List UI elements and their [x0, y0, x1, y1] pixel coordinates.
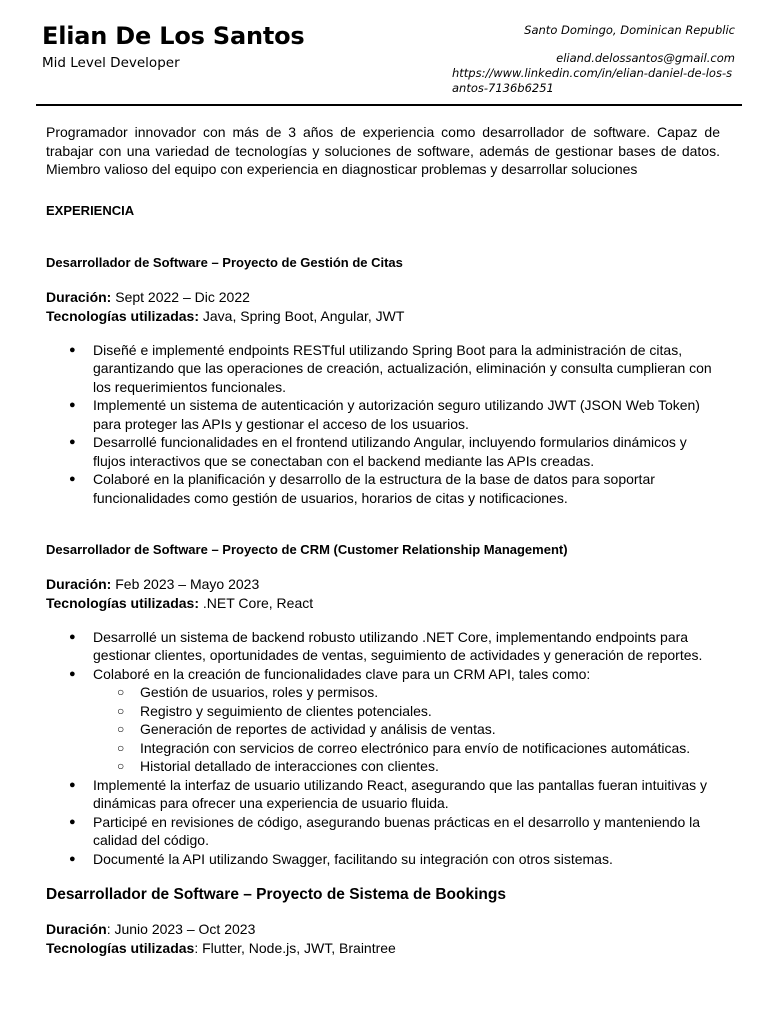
sub-list-item: ○ Registro y seguimiento de clientes potenciales.: [140, 702, 720, 721]
tech-label: Tecnologías utilizadas: [46, 939, 195, 956]
sub-list-item: ○ Generación de reportes de actividad y análisis de ventas.: [140, 720, 720, 739]
sub-list-item: ○ Integración con servicios de correo electrónico para envío de notificaciones automáticas.: [140, 739, 720, 758]
job-entry-citas: [46, 254, 720, 507]
candidate-name: Elian De Los Santos: [42, 22, 305, 50]
job-title: Desarrollador de Software – Proyecto de CRM (Customer Relationship Management): [46, 542, 568, 557]
job-meta: [46, 575, 720, 613]
list-item-with-sublist: [93, 665, 720, 776]
experience-heading: EXPERIENCIA: [46, 202, 135, 218]
tech-label: Tecnologías utilizadas:: [46, 594, 199, 611]
summary-paragraph: Programador innovador con más de 3 años de experiencia como desarrollador de software. Capaz de trabajar con una variedad de tecnologías y soluciones de software, además de gestionar bases de datos. Miembro valioso del equipo con experiencia en diagnosticar problemas y desarrollar soluciones: [46, 124, 720, 177]
sub-list-item: ○ Historial detallado de interacciones con clientes.: [140, 757, 720, 776]
tech-label: Tecnologías utilizadas:: [46, 307, 199, 324]
candidate-role: Mid Level Developer: [42, 55, 180, 71]
duration-row: [46, 288, 720, 307]
duration-label: Duración:: [46, 575, 112, 592]
list-item-text: Colaboré en la creación de funcionalidades clave para un CRM API, tales como:: [93, 665, 591, 682]
job-title: Desarrollador de Software – Proyecto de Gestión de Citas: [46, 255, 403, 270]
job-meta: [46, 288, 720, 326]
duration-label: Duración: [46, 920, 107, 937]
job-meta: [46, 920, 720, 958]
list-item: ● Colaboré en la planificación y desarrollo de la estructura de la base de datos para soportar funcionalidades como gestión de usuarios, horarios de citas y notificaciones.: [93, 470, 720, 507]
duration-label: Duración:: [46, 288, 112, 305]
list-item: ● Implementé la interfaz de usuario utilizando React, asegurando que las pantallas fueran intuitivas y dinámicas para ofrecer una experiencia de usuario fluida.: [93, 776, 720, 813]
list-item: ● Desarrollé un sistema de backend robusto utilizando .NET Core, implementando endpoints para gestionar clientes, oportunidades de ventas, seguimiento de actividades y generación de reportes.: [93, 628, 720, 665]
duration-row: [46, 920, 720, 939]
tech-value: Java, Spring Boot, Angular, JWT: [202, 307, 405, 324]
email-text: eliand.delossantos@gmail.com: [556, 51, 735, 65]
sub-bullets: [93, 683, 720, 776]
list-item: ● Diseñé e implementé endpoints RESTful utilizando Spring Boot para la administración de citas, garantizando que las operaciones de creación, actualización, eliminación y consulta cumplieran con los requerimientos funcionales.: [93, 341, 720, 397]
duration-row: [46, 575, 720, 594]
sub-list-item: ○ Gestión de usuarios, roles y permisos.: [140, 683, 720, 702]
tech-row: [46, 939, 720, 958]
tech-row: [46, 594, 720, 613]
tech-value: .NET Core, React: [202, 594, 314, 611]
list-item: ● Participé en revisiones de código, asegurando buenas prácticas en el desarrollo y manteniendo la calidad del código.: [93, 813, 720, 850]
job-entry-bookings: [46, 886, 720, 958]
list-item: ● Documenté la API utilizando Swagger, facilitando su integración con otros sistemas.: [93, 850, 720, 869]
job-bullets: [46, 341, 720, 508]
contact-block: [452, 23, 735, 96]
location-text: Santo Domingo, Dominican Republic: [524, 23, 735, 37]
list-item: ● Implementé un sistema de autenticación y autorización seguro utilizando JWT (JSON Web Token) para proteger las APIs y gestionar el acceso de los usuarios.: [93, 396, 720, 433]
resume-body: [46, 123, 720, 958]
linkedin-link[interactable]: https://www.linkedin.com/in/elian-daniel-de-los-santos-7136b6251: [452, 66, 733, 95]
duration-value: Feb 2023 – Mayo 2023: [115, 575, 260, 592]
tech-row: [46, 307, 720, 326]
job-title: Desarrollador de Software – Proyecto de Sistema de Bookings: [46, 886, 506, 903]
duration-value: Sept 2022 – Dic 2022: [115, 288, 250, 305]
job-entry-crm: [46, 541, 720, 868]
list-item: ● Desarrollé funcionalidades en el frontend utilizando Angular, incluyendo formularios dinámicos y flujos interactivos que se conectaban con el backend mediante las APIs creadas.: [93, 433, 720, 470]
tech-value: : Flutter, Node.js, JWT, Braintree: [194, 939, 396, 956]
job-bullets: [46, 628, 720, 869]
header-divider: [36, 104, 742, 106]
duration-value: : Junio 2023 – Oct 2023: [106, 920, 256, 937]
